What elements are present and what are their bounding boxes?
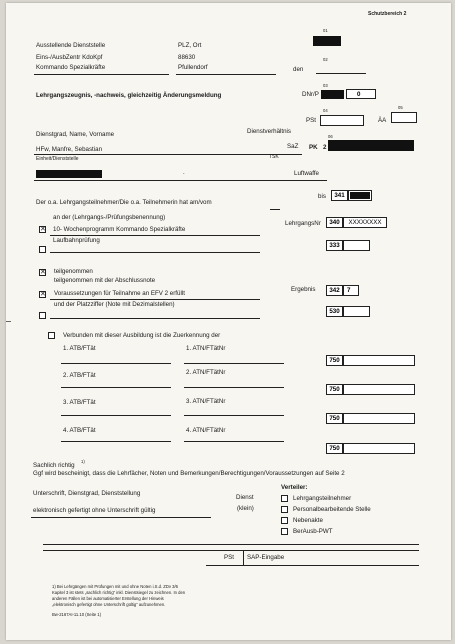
verteiler-item-3: Nebenakte bbox=[293, 517, 323, 524]
field-number-02: 02 bbox=[323, 57, 328, 62]
rule bbox=[34, 74, 169, 75]
redacted-einheit bbox=[36, 170, 102, 178]
field-number-01: 01 bbox=[323, 28, 328, 33]
issuer-label: Ausstellende Dienststelle bbox=[36, 42, 106, 49]
footnote-ref: 1) bbox=[81, 459, 85, 464]
lehrgangsnr-label: LehrgangsNr bbox=[285, 220, 321, 227]
redacted-pk bbox=[328, 140, 414, 151]
ergebnis-code: 342 bbox=[329, 287, 340, 294]
verteiler-checkbox-1[interactable] bbox=[281, 495, 288, 502]
einheit-label: Einheit/Dienststelle bbox=[36, 156, 79, 162]
check-mark: ✕ bbox=[40, 226, 46, 233]
rank-name-label: Dienstgrad, Name, Vorname bbox=[36, 131, 115, 138]
bis-code-box bbox=[331, 190, 348, 201]
rule bbox=[184, 387, 284, 388]
lehrgang-nr: XXXXXXXX bbox=[348, 219, 382, 226]
atb-code-box-2 bbox=[326, 384, 343, 395]
field-number-06: 06 bbox=[328, 134, 333, 139]
verteiler-item-2: Personalbearbeitende Stelle bbox=[293, 506, 371, 513]
course-checkbox[interactable] bbox=[39, 226, 46, 233]
verteiler-checkbox-3[interactable] bbox=[281, 517, 288, 524]
platz-code: 530 bbox=[329, 308, 340, 315]
rule bbox=[184, 441, 284, 442]
form-code: Bw-2167AI-11.10 (Seite 1) bbox=[52, 612, 102, 617]
footnote-line3: anderen Fällen ist bei automatisierter Erstellung der Hinweis bbox=[52, 596, 164, 601]
atb-left-2: 2. ATB/FTät bbox=[63, 372, 96, 379]
divider bbox=[243, 551, 244, 565]
tsk-label: TSK bbox=[269, 154, 279, 160]
laufbahn-checkbox[interactable] bbox=[39, 246, 46, 253]
verteiler-item-1: Lehrgangsteilnehmer bbox=[293, 495, 352, 502]
footnote-line1: 1) Bei Lehrgängen mit Prüfungen mit und ohne Noten i.S.d. ZDv 3/6 bbox=[52, 584, 178, 589]
saz-value: SaZ bbox=[287, 143, 299, 150]
atb-code-box-4 bbox=[326, 443, 343, 454]
teilgenommen-note-label: teilgenommen mit der Abschlussnote bbox=[54, 277, 156, 284]
rule bbox=[50, 318, 260, 319]
atb-value-box-4 bbox=[343, 443, 415, 454]
course-name: 10- Wochenprogramm Kommando Spezialkräfte bbox=[53, 226, 186, 233]
rule bbox=[184, 415, 284, 416]
pst-label: PSt bbox=[306, 117, 316, 124]
document-title: Lehrgangszeugnis, -nachweis, gleichzeitig Änderungsmeldung bbox=[36, 92, 222, 99]
rule bbox=[50, 252, 260, 253]
laufbahn-code-box bbox=[326, 240, 343, 251]
tsk-value: Luftwaffe bbox=[294, 170, 319, 177]
date-line bbox=[270, 209, 280, 210]
dnr-label: DNr/P bbox=[302, 91, 319, 98]
footnote-line4: „elektronisch gefertigt ohne Unterschrift gültig“ aufzunehmen. bbox=[52, 602, 166, 607]
issuer-line2: Kommando Spezialkräfte bbox=[36, 64, 106, 71]
atb-value-box-1 bbox=[343, 355, 415, 366]
plz-value: 88630 bbox=[178, 54, 196, 61]
atb-right-2: 2. ATN/FTätNr bbox=[186, 369, 226, 376]
check-mark: ✕ bbox=[40, 269, 46, 276]
atb-code: 750 bbox=[329, 357, 340, 364]
field-number-05: 05 bbox=[398, 105, 403, 110]
verteiler-item-4: BerAusb-PWT bbox=[293, 528, 333, 535]
rule bbox=[31, 517, 211, 518]
dnr-box bbox=[346, 89, 376, 99]
atb-checkbox[interactable] bbox=[48, 332, 55, 339]
pk-prefix: 2 bbox=[323, 144, 327, 151]
lehrgang-nr-box bbox=[343, 217, 387, 228]
rule bbox=[206, 565, 419, 566]
schutzbereich-label: Schutzbereich 2 bbox=[368, 11, 407, 17]
atb-code-box-3 bbox=[326, 413, 343, 424]
sachlich-label: Sachlich richtig bbox=[33, 462, 75, 469]
klein-label: (klein) bbox=[237, 505, 254, 512]
an-der-label: an der (Lehrgangs-/Prüfungsbenennung) bbox=[53, 214, 166, 221]
pst-bottom-label: PSt bbox=[224, 554, 234, 561]
redacted-01 bbox=[313, 36, 341, 46]
platzziffer-label: und der Platzziffer (Note mit Dezimalstellen) bbox=[54, 301, 175, 308]
redacted-bis bbox=[350, 192, 370, 199]
rule bbox=[43, 544, 419, 545]
atb-code: 750 bbox=[329, 386, 340, 393]
electronic-note: elektronisch gefertigt ohne Unterschrift gültig bbox=[33, 507, 156, 514]
field-number-04: 04 bbox=[323, 108, 328, 113]
verteiler-label: Verteiler: bbox=[281, 484, 308, 491]
field-number-03: 03 bbox=[323, 83, 328, 88]
rule bbox=[61, 441, 171, 442]
punch-mark bbox=[6, 321, 11, 322]
aa-label: ÄA bbox=[378, 117, 387, 124]
atb-intro: Verbunden mit dieser Ausbildung ist die Zuerkennung der bbox=[63, 332, 221, 339]
rule bbox=[34, 154, 302, 155]
aa-box bbox=[391, 112, 417, 123]
pst-box bbox=[320, 115, 364, 126]
platz-box bbox=[343, 306, 370, 317]
verteiler-checkbox-2[interactable] bbox=[281, 506, 288, 513]
voraussetzungen-text: Voraussetzungen für Teilnahme an EFV 2 erfüllt bbox=[54, 290, 185, 297]
participation-text: Der o.a. Lehrgangsteilnehmer/Die o.a. Teilnehmerin hat am/vom bbox=[36, 199, 212, 206]
rule bbox=[34, 180, 327, 181]
pk-label: PK bbox=[309, 144, 318, 151]
unterschrift-label: Unterschrift, Dienstgrad, Dienststellung bbox=[33, 490, 141, 497]
issuer-line1: Eins-/AusbZentr KdoKpf bbox=[36, 54, 103, 61]
dot-mark: . bbox=[183, 169, 185, 176]
ergebnis-code-box bbox=[326, 285, 343, 296]
plz-ort-label: PLZ, Ort bbox=[178, 42, 202, 49]
footnote-line2: Kapitel 3 ist stets „sachlich richtig“ inkl. Dienstsiegel zu zeichnen. In den bbox=[52, 590, 186, 595]
rule bbox=[61, 363, 171, 364]
redacted-dnr bbox=[321, 90, 344, 99]
atb-right-3: 3. ATN/FTätNr bbox=[186, 398, 226, 405]
ergebnis-value: 7 bbox=[347, 287, 351, 294]
den-line bbox=[316, 73, 366, 74]
rule bbox=[176, 74, 276, 75]
ergebnis-label: Ergebnis bbox=[291, 286, 316, 293]
teilgenommen-label: teilgenommen bbox=[54, 268, 93, 275]
atb-left-4: 4. ATB/FTät bbox=[63, 427, 96, 434]
atb-right-4: 4. ATN/FTätNr bbox=[186, 427, 226, 434]
atb-code-box-1 bbox=[326, 355, 343, 366]
teilgenommen-checkbox[interactable] bbox=[39, 269, 46, 276]
check-mark: ✕ bbox=[40, 291, 46, 298]
platz-code-box bbox=[326, 306, 343, 317]
ort-value: Pfullendorf bbox=[178, 64, 208, 71]
atb-value-box-3 bbox=[343, 413, 415, 424]
lehrgang-code-box bbox=[326, 217, 343, 228]
certification-statement: Ggf wird bescheinigt, dass die Lehrfächer, Noten und Bemerkungen/Berechtigungen/Voraussetzungen auf Seite 2 bbox=[33, 470, 345, 477]
rule bbox=[61, 415, 171, 416]
atb-left-1: 1. ATB/FTät bbox=[63, 345, 96, 352]
rule bbox=[61, 387, 171, 388]
rule bbox=[43, 550, 419, 551]
atb-code: 750 bbox=[329, 415, 340, 422]
laufbahn-code: 333 bbox=[329, 242, 340, 249]
voraussetzungen-checkbox[interactable] bbox=[39, 291, 46, 298]
atb-left-3: 3. ATB/FTät bbox=[63, 399, 96, 406]
document-page bbox=[6, 3, 451, 640]
bis-code: 341 bbox=[334, 192, 345, 199]
atb-value-box-2 bbox=[343, 384, 415, 395]
lehrgang-code: 340 bbox=[329, 219, 340, 226]
dnr-value: 0 bbox=[357, 90, 361, 98]
dienstverhaeltnis-label: Dienstverhältnis bbox=[247, 128, 292, 135]
sap-label: SAP-Eingabe bbox=[247, 554, 285, 561]
ergebnis-box bbox=[343, 285, 359, 296]
bis-label: bis bbox=[318, 193, 326, 200]
rank-name-value: HFw, Manfre, Sebastian bbox=[36, 146, 103, 153]
rule bbox=[50, 235, 260, 236]
atb-right-1: 1. ATN/FTätNr bbox=[186, 345, 226, 352]
platzziffer-checkbox[interactable] bbox=[39, 312, 46, 319]
den-label: den bbox=[293, 66, 304, 73]
dienst-label: Dienst bbox=[236, 494, 254, 501]
rule bbox=[50, 299, 260, 300]
atb-code: 750 bbox=[329, 445, 340, 452]
verteiler-checkbox-4[interactable] bbox=[281, 528, 288, 535]
rule bbox=[184, 363, 284, 364]
laufbahn-label: Laufbahnprüfung bbox=[53, 237, 100, 244]
laufbahn-box bbox=[343, 240, 370, 251]
